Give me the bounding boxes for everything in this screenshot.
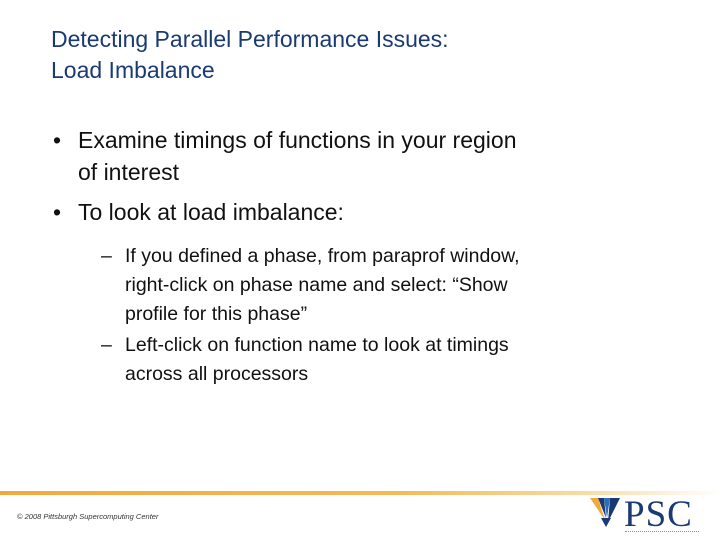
sub-bullet-item [53,242,673,329]
logo-tagline-rule [625,531,699,536]
sub-bullet-item [53,331,673,389]
bullet-line: of interest [78,159,179,185]
bullet-marker: • [53,199,62,225]
slide-title-line-2: Load Imbalance [51,57,215,83]
bullet-item [53,124,673,188]
bullet-item [53,196,673,228]
sub-bullet-line: If you defined a phase, from paraprof window, [125,245,520,267]
sub-bullet-line: profile for this phase” [125,303,308,325]
psc-logo-text: PSC [624,494,693,535]
sub-bullet-line: across all processors [125,363,309,385]
psc-logo [589,494,701,538]
bullet-line: To look at load imbalance: [78,199,344,225]
sub-bullet-line: right-click on phase name and select: “Show [125,274,508,296]
sub-bullet-marker: – [101,334,112,356]
bullet-marker: • [53,127,62,153]
sub-bullet-line: Left-click on function name to look at timings [125,334,509,356]
bullet-list [53,124,673,391]
slide-title-line-1: Detecting Parallel Performance Issues: [51,26,449,52]
sub-bullet-marker: – [101,245,112,267]
bullet-line: Examine timings of functions in your region [78,127,517,153]
slide-title [51,24,671,86]
copyright-notice: © 2008 Pittsburgh Supercomputing Center [17,512,159,521]
psc-logo-icon [589,494,621,528]
